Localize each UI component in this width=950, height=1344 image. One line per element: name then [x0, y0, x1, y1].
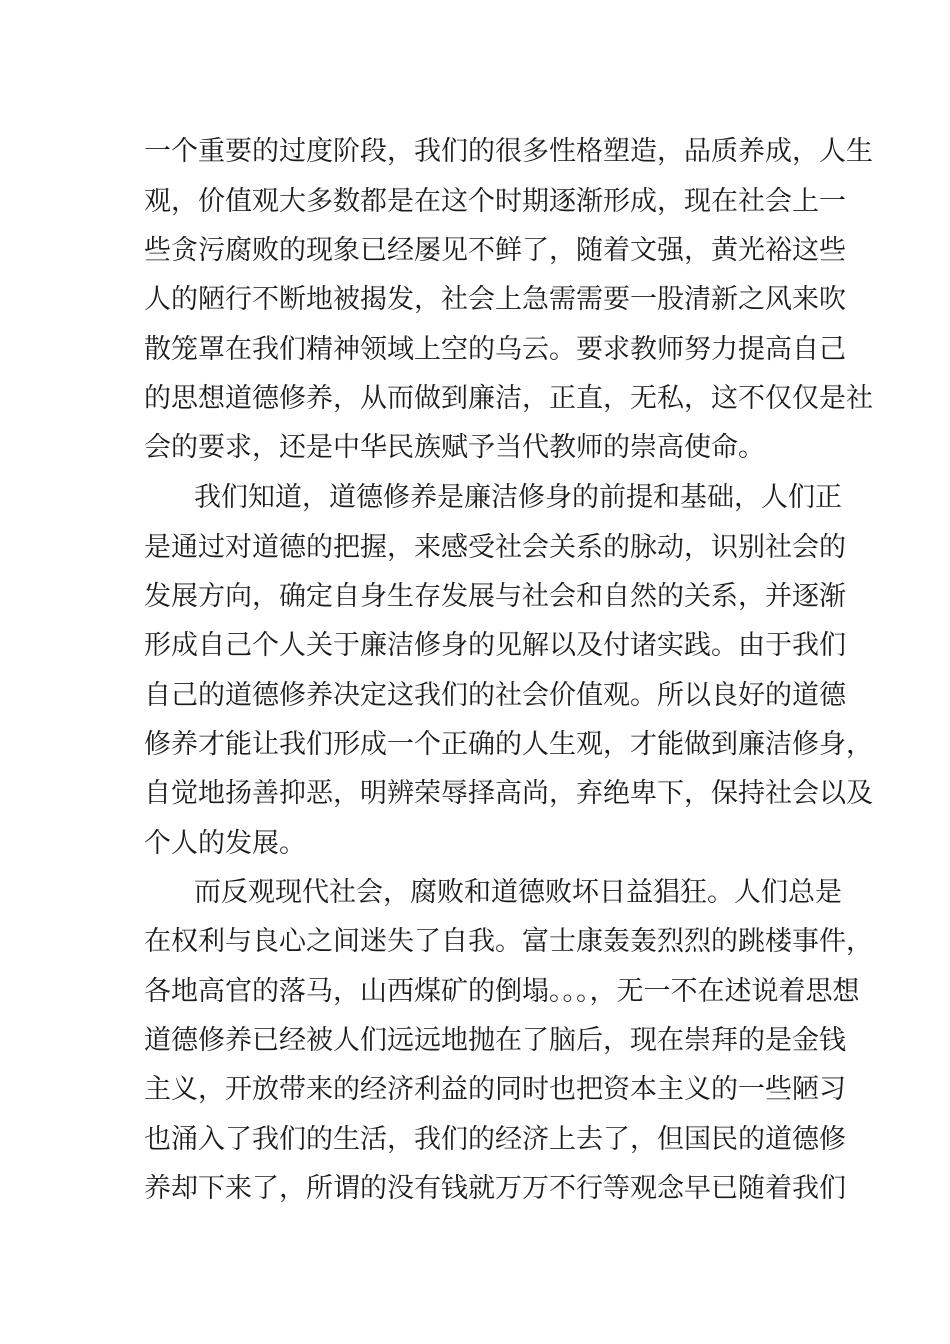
- text-line: 个人的发展。: [144, 828, 306, 859]
- text-line: 人的陋行不断地被揭发，社会上急需需要一股清新之风来吹: [144, 284, 846, 315]
- text-line: 各地高官的落马，山西煤矿的倒塌。。。，无一不在述说着思想: [144, 976, 860, 1007]
- text-line: 修养才能让我们形成一个正确的人生观，才能做到廉洁修身，: [144, 729, 873, 760]
- text-line: 一个重要的过度阶段，我们的很多性格塑造，品质养成，人生: [144, 136, 873, 167]
- text-line: 而反观现代社会，腐败和道德败坏日益猖狂。人们总是: [194, 877, 842, 908]
- text-line: 自觉地扬善抑恶，明辨荣辱择高尚，弃绝卑下，保持社会以及: [144, 778, 873, 809]
- text-line: 发展方向，确定自身生存发展与社会和自然的关系，并逐渐: [144, 581, 846, 612]
- text-line: 养却下来了，所谓的没有钱就万万不行等观念早已随着我们: [144, 1173, 846, 1204]
- text-line: 是通过对道德的把握，来感受社会关系的脉动，识别社会的: [144, 532, 846, 563]
- text-line: 会的要求，还是中华民族赋予当代教师的崇高使命。: [144, 432, 765, 463]
- text-line: 也涌入了我们的生活，我们的经济上去了，但国民的道德修: [144, 1124, 846, 1155]
- text-line: 观，价值观大多数都是在这个时期逐渐形成，现在社会上一: [144, 186, 846, 217]
- text-line: 主义，开放带来的经济利益的同时也把资本主义的一些陋习: [144, 1074, 846, 1105]
- text-line: 自己的道德修养决定这我们的社会价值观。所以良好的道德: [144, 680, 846, 711]
- text-line: 散笼罩在我们精神领域上空的乌云。要求教师努力提高自己: [144, 334, 846, 365]
- text-line: 在权利与良心之间迷失了自我。富士康轰轰烈烈的跳楼事件，: [144, 926, 873, 957]
- text-line: 形成自己个人关于廉洁修身的见解以及付诸实践。由于我们: [144, 630, 846, 661]
- text-line: 的思想道德修养，从而做到廉洁，正直，无私，这不仅仅是社: [144, 383, 873, 414]
- text-line: 道德修养已经被人们远远地抛在了脑后，现在崇拜的是金钱: [144, 1025, 846, 1056]
- text-line: 些贪污腐败的现象已经屡见不鲜了，随着文强，黄光裕这些: [144, 235, 846, 266]
- text-line: 我们知道，道德修养是廉洁修身的前提和基础，人们正: [194, 482, 842, 513]
